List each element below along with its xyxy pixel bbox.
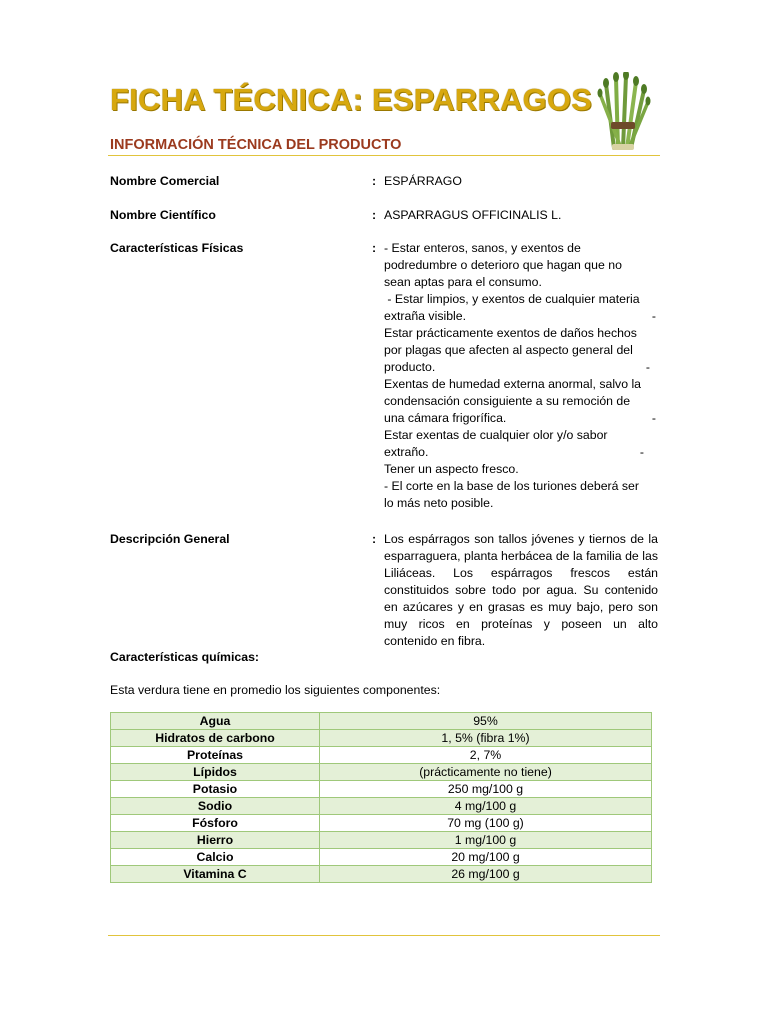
- page-subtitle: INFORMACIÓN TÉCNICA DEL PRODUCTO: [110, 137, 402, 153]
- text-line-row: [384, 308, 656, 325]
- text-line: condensación consiguiente a su remoción de: [384, 394, 631, 408]
- table-row: [111, 815, 652, 832]
- field-commercial-name: [110, 173, 655, 191]
- header-divider: [108, 155, 660, 156]
- component-value: 95%: [320, 713, 652, 730]
- component-value: 4 mg/100 g: [320, 798, 652, 815]
- field-label: Nombre Científico: [110, 208, 216, 222]
- table-row: [111, 866, 652, 883]
- field-label: Nombre Comercial: [110, 174, 220, 188]
- text-line-row: [384, 444, 656, 461]
- page-title: FICHA TÉCNICA: ESPARRAGOS: [110, 82, 593, 117]
- component-value: 20 mg/100 g: [320, 849, 652, 866]
- text-line: Estar exentas de cualquier olor y/o sabor: [384, 428, 608, 442]
- component-name: Potasio: [111, 781, 320, 798]
- field-value: Los espárragos son tallos jóvenes y tiernos de la esparraguera, planta herbácea de la familia de las Liliáceas. Los espárragos frescos están constituidos sobre todo por agua. Su contenido en azúcares y en grasas es muy bajo, pero son muy ricos en proteínas y poseen un alto contenido en fibra.: [384, 532, 658, 648]
- field-value-lines: [384, 240, 656, 512]
- field-physical-characteristics: [110, 240, 655, 516]
- text-line: - Estar enteros, sanos, y exentos de: [384, 241, 581, 255]
- component-value: 1 mg/100 g: [320, 832, 652, 849]
- field-value: ESPÁRRAGO: [384, 174, 462, 188]
- chemical-intro: Esta verdura tiene en promedio los siguientes componentes:: [110, 683, 441, 697]
- text-line: Estar prácticamente exentos de daños hechos: [384, 326, 637, 340]
- component-name: Calcio: [111, 849, 320, 866]
- table-row: [111, 849, 652, 866]
- dash-marker: -: [651, 309, 656, 323]
- component-value: 70 mg (100 g): [320, 815, 652, 832]
- field-value: ASPARRAGUS OFFICINALIS L.: [384, 208, 562, 222]
- chemical-heading: Características químicas:: [110, 650, 260, 664]
- footer-divider: [108, 935, 660, 936]
- table-row: [111, 798, 652, 815]
- component-name: Vitamina C: [111, 866, 320, 883]
- field-general-description: [110, 531, 658, 651]
- field-scientific-name: [110, 207, 655, 225]
- text-line: por plagas que afecten al aspecto general del: [384, 343, 633, 357]
- component-value: (prácticamente no tiene): [320, 764, 652, 781]
- dash-marker: -: [651, 411, 656, 425]
- component-name: Sodio: [111, 798, 320, 815]
- table-row: [111, 764, 652, 781]
- asparagus-icon: [596, 72, 652, 152]
- field-colon: :: [372, 241, 377, 255]
- text-line: una cámara frigorífica.: [384, 411, 507, 425]
- field-label: Descripción General: [110, 532, 230, 546]
- text-line-row: [384, 359, 656, 376]
- component-name: Hidratos de carbono: [111, 730, 320, 747]
- text-line: Exentas de humedad externa anormal, salvo la: [384, 377, 642, 391]
- component-value: 26 mg/100 g: [320, 866, 652, 883]
- table-row: [111, 781, 652, 798]
- text-line: producto.: [384, 360, 436, 374]
- text-line: lo más neto posible.: [384, 496, 494, 510]
- table-row: [111, 730, 652, 747]
- field-label: Características Físicas: [110, 241, 244, 255]
- text-line: Tener un aspecto fresco.: [384, 462, 519, 476]
- text-line: sean aptas para el consumo.: [384, 275, 542, 289]
- component-value: 1, 5% (fibra 1%): [320, 730, 652, 747]
- component-name: Hierro: [111, 832, 320, 849]
- table-row: [111, 747, 652, 764]
- table-row: [111, 832, 652, 849]
- field-colon: :: [372, 532, 377, 546]
- component-value: 250 mg/100 g: [320, 781, 652, 798]
- component-name: Fósforo: [111, 815, 320, 832]
- text-line: extraño.: [384, 445, 429, 459]
- text-line-row: [384, 410, 656, 427]
- field-colon: :: [372, 208, 377, 222]
- text-line: podredumbre o deterioro que hagan que no: [384, 258, 622, 272]
- text-line: - Estar limpios, y exentos de cualquier materia: [384, 292, 640, 306]
- text-line: extraña visible.: [384, 309, 467, 323]
- component-name: Lípidos: [111, 764, 320, 781]
- component-name: Proteínas: [111, 747, 320, 764]
- table-row: [111, 713, 652, 730]
- field-colon: :: [372, 174, 377, 188]
- dash-marker: -: [645, 360, 650, 374]
- component-value: 2, 7%: [320, 747, 652, 764]
- text-line: - El corte en la base de los turiones deberá ser: [384, 479, 639, 493]
- composition-table: [110, 712, 652, 883]
- dash-marker: -: [639, 445, 644, 459]
- component-name: Agua: [111, 713, 320, 730]
